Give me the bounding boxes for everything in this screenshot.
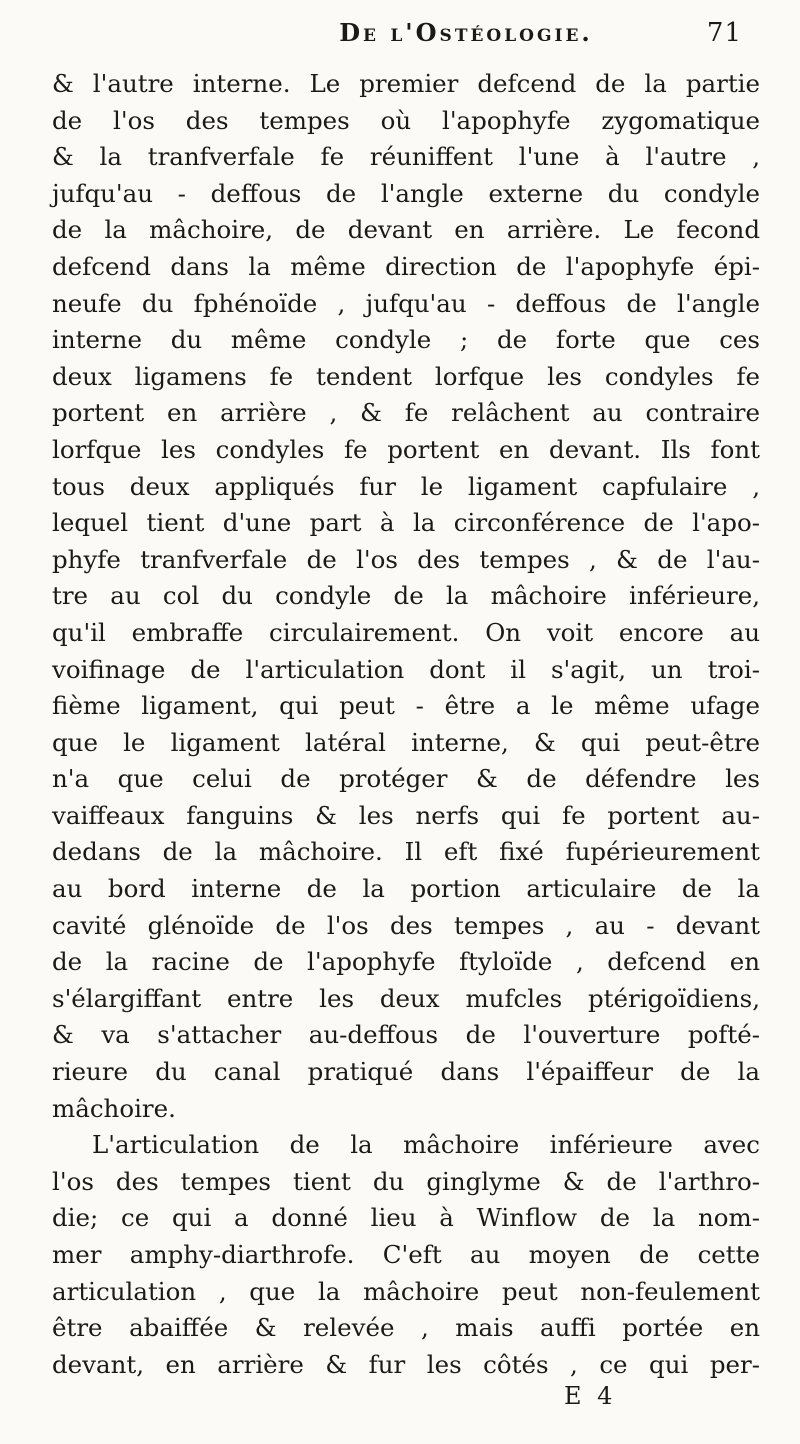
- text-line: die; ce qui a donné lieu à Winflow de la nom-: [52, 1203, 760, 1233]
- text-line: s'élargiffant entre les deux mufcles ptérigoïdiens,: [52, 983, 760, 1013]
- text-line: jufqu'au - deffous de l'angle externe du condyle: [52, 178, 760, 208]
- running-head: [52, 18, 760, 58]
- text-line: devant, en arrière & fur les côtés , ce qui per-: [52, 1349, 760, 1379]
- text-line: phyfe tranfverfale de l'os des tempes , & de l'au-: [52, 544, 760, 574]
- text-line: & la tranfverfale fe réuniffent l'une à l'autre ,: [52, 142, 760, 172]
- text-line: fième ligament, qui peut - être a le même ufage: [52, 691, 760, 721]
- text-line: interne du même condyle ; de forte que ces: [52, 325, 760, 355]
- text-line: L'articulation de la mâchoire inférieure avec: [92, 1130, 760, 1160]
- text-line: mer amphy-diarthrofe. C'eft au moyen de cette: [52, 1240, 760, 1269]
- text-line: deux ligamens fe tendent lorfque les condyles fe: [52, 361, 760, 391]
- text-line: defcend dans la même direction de l'apophyfe épi-: [52, 251, 760, 281]
- text-line: vaiffeaux fanguins & les nerfs qui fe portent au-: [52, 800, 760, 830]
- body-text: [52, 66, 760, 1383]
- text-line: & va s'attacher au-deffous de l'ouverture pofté-: [52, 1020, 760, 1050]
- text-line: lorfque les condyles fe portent en devant. Ils font: [52, 434, 760, 464]
- page-number: 71: [706, 18, 742, 48]
- text-line: tre au col du condyle de la mâchoire inférieure,: [52, 581, 760, 611]
- text-line: de l'os des tempes où l'apophyfe zygomatique: [52, 105, 760, 135]
- text-line: n'a que celui de protéger & de défendre les: [52, 764, 760, 794]
- text-line: mâchoire.: [52, 1093, 176, 1123]
- text-line: portent en arrière , & fe relâchent au contraire: [52, 398, 760, 428]
- text-line: articulation , que la mâchoire peut non-feulement: [52, 1276, 760, 1306]
- text-line: neufe du fphénoïde , jufqu'au - deffous de l'angle: [52, 288, 760, 318]
- text-line: qu'il embraffe circulairement. On voit encore au: [52, 617, 760, 647]
- text-line: être abaiffée & relevée , mais auffi portée en: [52, 1313, 760, 1343]
- text-line: cavité glénoïde de l'os des tempes , au - devant: [52, 910, 760, 940]
- text-line: dedans de la mâchoire. Il eft fixé fupérieurement: [52, 837, 760, 867]
- text-line: & l'autre interne. Le premier defcend de la partie: [52, 69, 760, 98]
- signature-mark: E 4: [564, 1382, 617, 1410]
- text-line: voifinage de l'articulation dont il s'agit, un troi-: [52, 654, 760, 684]
- running-title: De l'Ostéologie.: [339, 18, 593, 47]
- text-line: de la mâchoire, de devant en arrière. Le fecond: [52, 215, 760, 245]
- text-line: que le ligament latéral interne, & qui peut-être: [52, 727, 760, 757]
- text-line: lequel tient d'une part à la circonférence de l'apo-: [52, 508, 760, 538]
- text-line: au bord interne de la portion articulaire de la: [52, 874, 760, 904]
- text-line: de la racine de l'apophyfe ftyloïde , defcend en: [52, 947, 760, 977]
- text-line: rieure du canal pratiqué dans l'épaiffeur de la: [52, 1057, 760, 1087]
- text-line: l'os des tempes tient du ginglyme & de l'arthro-: [52, 1166, 760, 1196]
- text-line: tous deux appliqués fur le ligament capfulaire ,: [52, 471, 760, 501]
